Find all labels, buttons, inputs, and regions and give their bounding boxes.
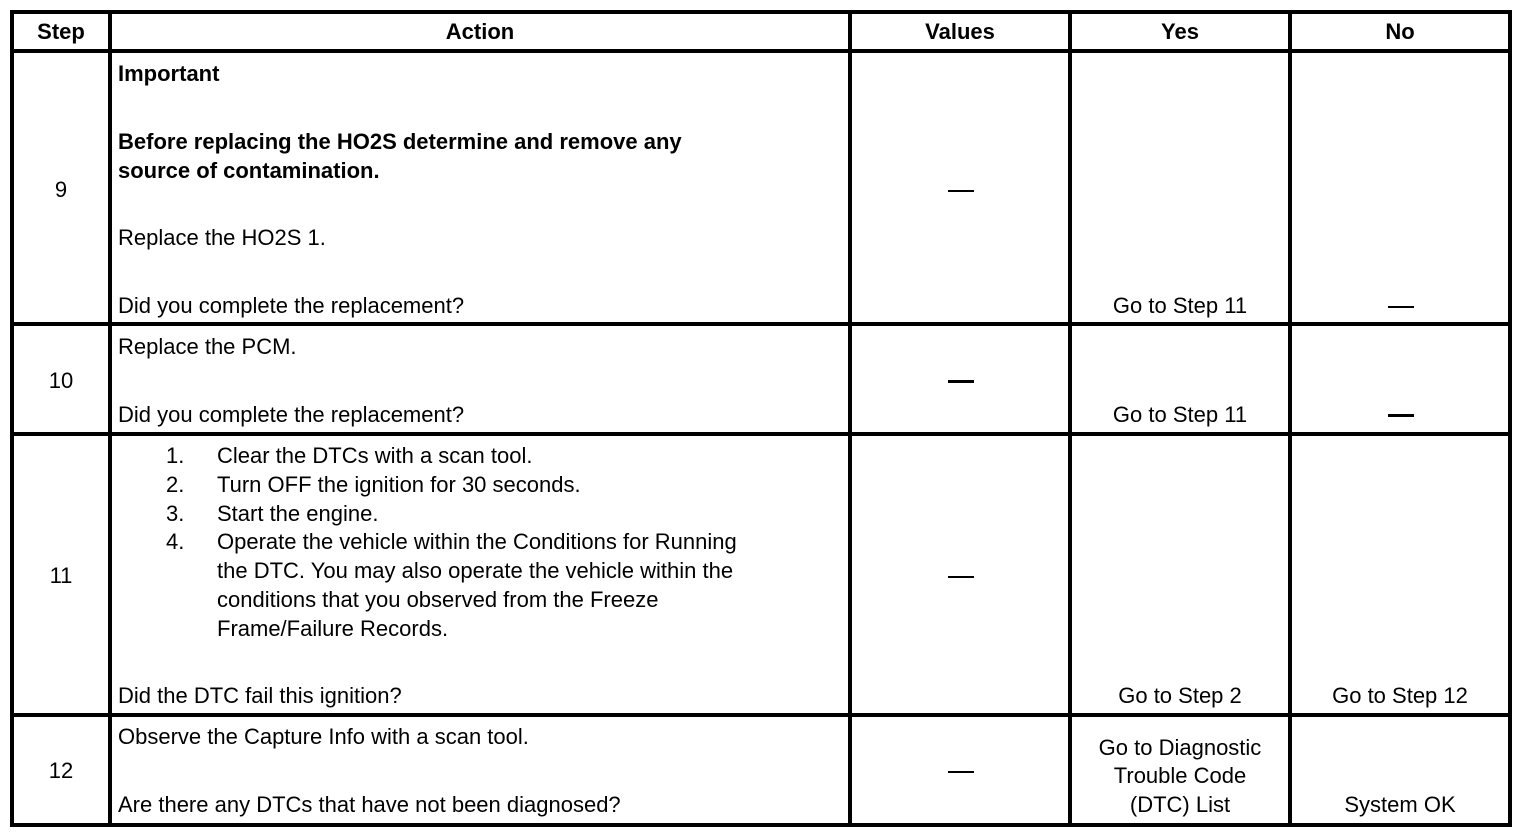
list-item-text: Operate the vehicle within the Conditions for Running bbox=[217, 529, 737, 554]
list-number: 3. bbox=[166, 501, 185, 526]
header-divider bbox=[10, 49, 1512, 53]
column-divider-action bbox=[848, 10, 852, 827]
step-number: 11 bbox=[49, 563, 73, 588]
important-text: Before replacing the HO2S determine and remove any bbox=[118, 129, 682, 154]
table-border-bottom bbox=[10, 823, 1512, 827]
list-number: 2. bbox=[166, 472, 185, 497]
action-text: Replace the HO2S 1. bbox=[118, 225, 326, 250]
yes-link[interactable]: Go to Step 2 bbox=[1118, 683, 1242, 708]
action-text: Replace the PCM. bbox=[118, 334, 297, 359]
values-dash bbox=[948, 190, 974, 192]
list-number: 4. bbox=[166, 529, 185, 554]
table-border-top bbox=[10, 10, 1512, 14]
header-values: Values bbox=[925, 19, 995, 44]
yes-link[interactable]: Trouble Code bbox=[1113, 763, 1247, 788]
values-dash bbox=[948, 380, 974, 383]
action-question: Did you complete the replacement? bbox=[118, 293, 465, 318]
list-item-text: the DTC. You may also operate the vehicle within the bbox=[217, 558, 734, 583]
header-no: No bbox=[1385, 19, 1415, 44]
yes-link[interactable]: Go to Step 11 bbox=[1112, 293, 1248, 318]
list-item-text: Start the engine. bbox=[217, 501, 379, 526]
no-link[interactable]: Go to Step 12 bbox=[1332, 683, 1468, 708]
list-item-text: Turn OFF the ignition for 30 seconds. bbox=[217, 472, 581, 497]
row-divider-10 bbox=[10, 432, 1512, 436]
yes-link[interactable]: Go to Diagnostic bbox=[1098, 735, 1262, 760]
header-step: Step bbox=[37, 19, 85, 44]
list-number: 1. bbox=[166, 443, 185, 468]
yes-link[interactable]: (DTC) List bbox=[1129, 792, 1231, 817]
header-yes: Yes bbox=[1161, 19, 1199, 44]
table-border-right bbox=[1508, 10, 1512, 827]
row-divider-9 bbox=[10, 322, 1512, 326]
header-action: Action bbox=[445, 19, 515, 44]
column-divider-step bbox=[108, 10, 112, 827]
important-text: source of contamination. bbox=[118, 158, 380, 183]
step-number: 10 bbox=[48, 368, 74, 393]
action-question: Are there any DTCs that have not been diagnosed? bbox=[118, 792, 621, 817]
action-question: Did you complete the replacement? bbox=[118, 402, 465, 427]
values-dash bbox=[948, 576, 974, 578]
important-label: Important bbox=[118, 61, 220, 86]
action-question: Did the DTC fail this ignition? bbox=[118, 683, 402, 708]
yes-link[interactable]: Go to Step 11 bbox=[1112, 402, 1248, 427]
table-border-left bbox=[10, 10, 14, 827]
no-dash bbox=[1388, 414, 1414, 417]
list-item-text: Frame/Failure Records. bbox=[217, 616, 449, 641]
action-text: Observe the Capture Info with a scan tool. bbox=[118, 724, 529, 749]
list-item-text: Clear the DTCs with a scan tool. bbox=[217, 443, 533, 468]
row-divider-11 bbox=[10, 713, 1512, 717]
list-item-text: conditions that you observed from the Freeze bbox=[217, 587, 659, 612]
step-number: 12 bbox=[48, 758, 74, 783]
values-dash bbox=[948, 771, 974, 773]
no-dash bbox=[1388, 306, 1414, 308]
no-result: System OK bbox=[1344, 792, 1456, 817]
step-number: 9 bbox=[54, 177, 68, 202]
